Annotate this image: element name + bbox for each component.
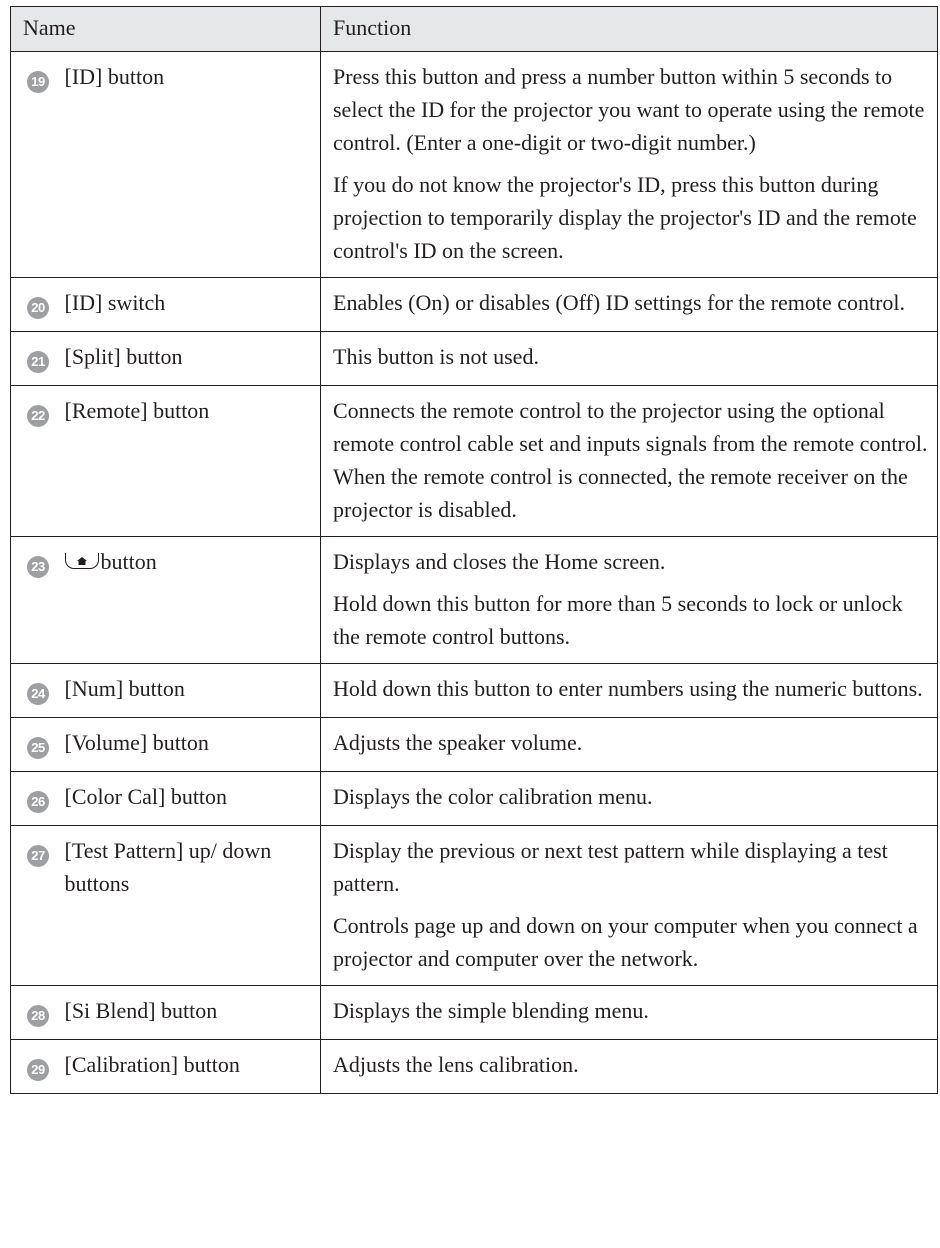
item-name: [Volume] button [64, 730, 209, 755]
item-name-cell [65, 52, 321, 278]
item-function-cell [321, 386, 938, 537]
item-name: [Remote] button [64, 398, 210, 423]
table-row [11, 986, 938, 1040]
item-function-cell [321, 332, 938, 386]
item-name-cell [65, 772, 321, 826]
item-function-cell [321, 826, 938, 986]
item-name: [Color Cal] button [64, 784, 228, 809]
function-paragraph: Enables (On) or disables (Off) ID settings for the remote control. [333, 290, 906, 315]
item-function-cell [321, 52, 938, 278]
item-name-cell [65, 986, 321, 1040]
table-row [11, 52, 938, 278]
table-row [11, 278, 938, 332]
item-name: [ID] switch [64, 290, 166, 315]
function-paragraph: Hold down this button for more than 5 seconds to lock or unlock the remote control buttons. [333, 591, 903, 649]
item-name: [Split] button [64, 344, 183, 369]
item-name: [Si Blend] button [64, 998, 218, 1023]
item-number-badge: 27 [27, 845, 49, 867]
table-row [11, 1040, 938, 1094]
item-function-cell [321, 664, 938, 718]
item-name-cell [65, 1040, 321, 1094]
table-row [11, 386, 938, 537]
item-number-badge: 20 [27, 297, 49, 319]
item-function-cell [321, 986, 938, 1040]
item-name-cell [65, 718, 321, 772]
item-number-badge: 25 [27, 737, 49, 759]
function-paragraph: Displays and closes the Home screen. [333, 549, 666, 574]
home-icon [65, 553, 99, 569]
item-function-cell [321, 537, 938, 664]
item-number-badge: 23 [27, 556, 49, 578]
item-number-badge: 19 [27, 71, 49, 93]
table-row [11, 332, 938, 386]
item-number-badge: 28 [27, 1005, 49, 1027]
item-name-cell [65, 278, 321, 332]
item-name: [Calibration] button [64, 1052, 240, 1077]
table-row [11, 537, 938, 664]
function-paragraph: Adjusts the lens calibration. [333, 1052, 579, 1077]
item-name-cell [65, 537, 321, 664]
item-number-badge: 22 [27, 405, 49, 427]
function-paragraph: Press this button and press a number button within 5 seconds to select the ID for the projector you want to operate using the remote control. (Enter a one-digit or two-digit number.) [333, 64, 925, 155]
function-paragraph: Adjusts the speaker volume. [333, 730, 583, 755]
table-header-row [11, 7, 938, 52]
function-paragraph: This button is not used. [333, 344, 539, 369]
item-number-badge: 29 [27, 1059, 49, 1081]
item-function-cell [321, 1040, 938, 1094]
header-function: Function [321, 7, 938, 52]
item-name-cell [65, 826, 321, 986]
table-row [11, 664, 938, 718]
item-name: [Num] button [64, 676, 185, 701]
item-name-cell [65, 332, 321, 386]
item-number-badge: 26 [27, 791, 49, 813]
item-function-cell [321, 718, 938, 772]
function-paragraph: Display the previous or next test pattern while displaying a test pattern. [333, 838, 888, 896]
function-paragraph: If you do not know the projector's ID, press this button during projection to temporarily display the projector's ID and the remote control's ID on the screen. [333, 172, 917, 263]
button-reference-table [10, 6, 938, 1094]
item-function-cell [321, 772, 938, 826]
function-paragraph: Displays the simple blending menu. [333, 998, 649, 1023]
item-name-cell [65, 664, 321, 718]
item-name: [ID] button [64, 64, 165, 89]
function-paragraph: Hold down this button to enter numbers using the numeric buttons. [333, 676, 923, 701]
item-name: button [100, 549, 157, 574]
table-row [11, 718, 938, 772]
item-number-badge: 21 [27, 351, 49, 373]
function-paragraph: Controls page up and down on your computer when you connect a projector and computer over the network. [333, 913, 918, 971]
table-row [11, 826, 938, 986]
table-row [11, 772, 938, 826]
item-name: [Test Pattern] up/ down buttons [64, 838, 272, 896]
function-paragraph: Connects the remote control to the projector using the optional remote control cable set and inputs signals from the remote control. When the remote control is connected, the remote receiver on the projector is disabled. [333, 398, 928, 522]
header-name: Name [11, 7, 321, 52]
reference-table-container [10, 6, 937, 1094]
item-number-badge: 24 [27, 683, 49, 705]
item-function-cell [321, 278, 938, 332]
item-name-cell [65, 386, 321, 537]
function-paragraph: Displays the color calibration menu. [333, 784, 653, 809]
